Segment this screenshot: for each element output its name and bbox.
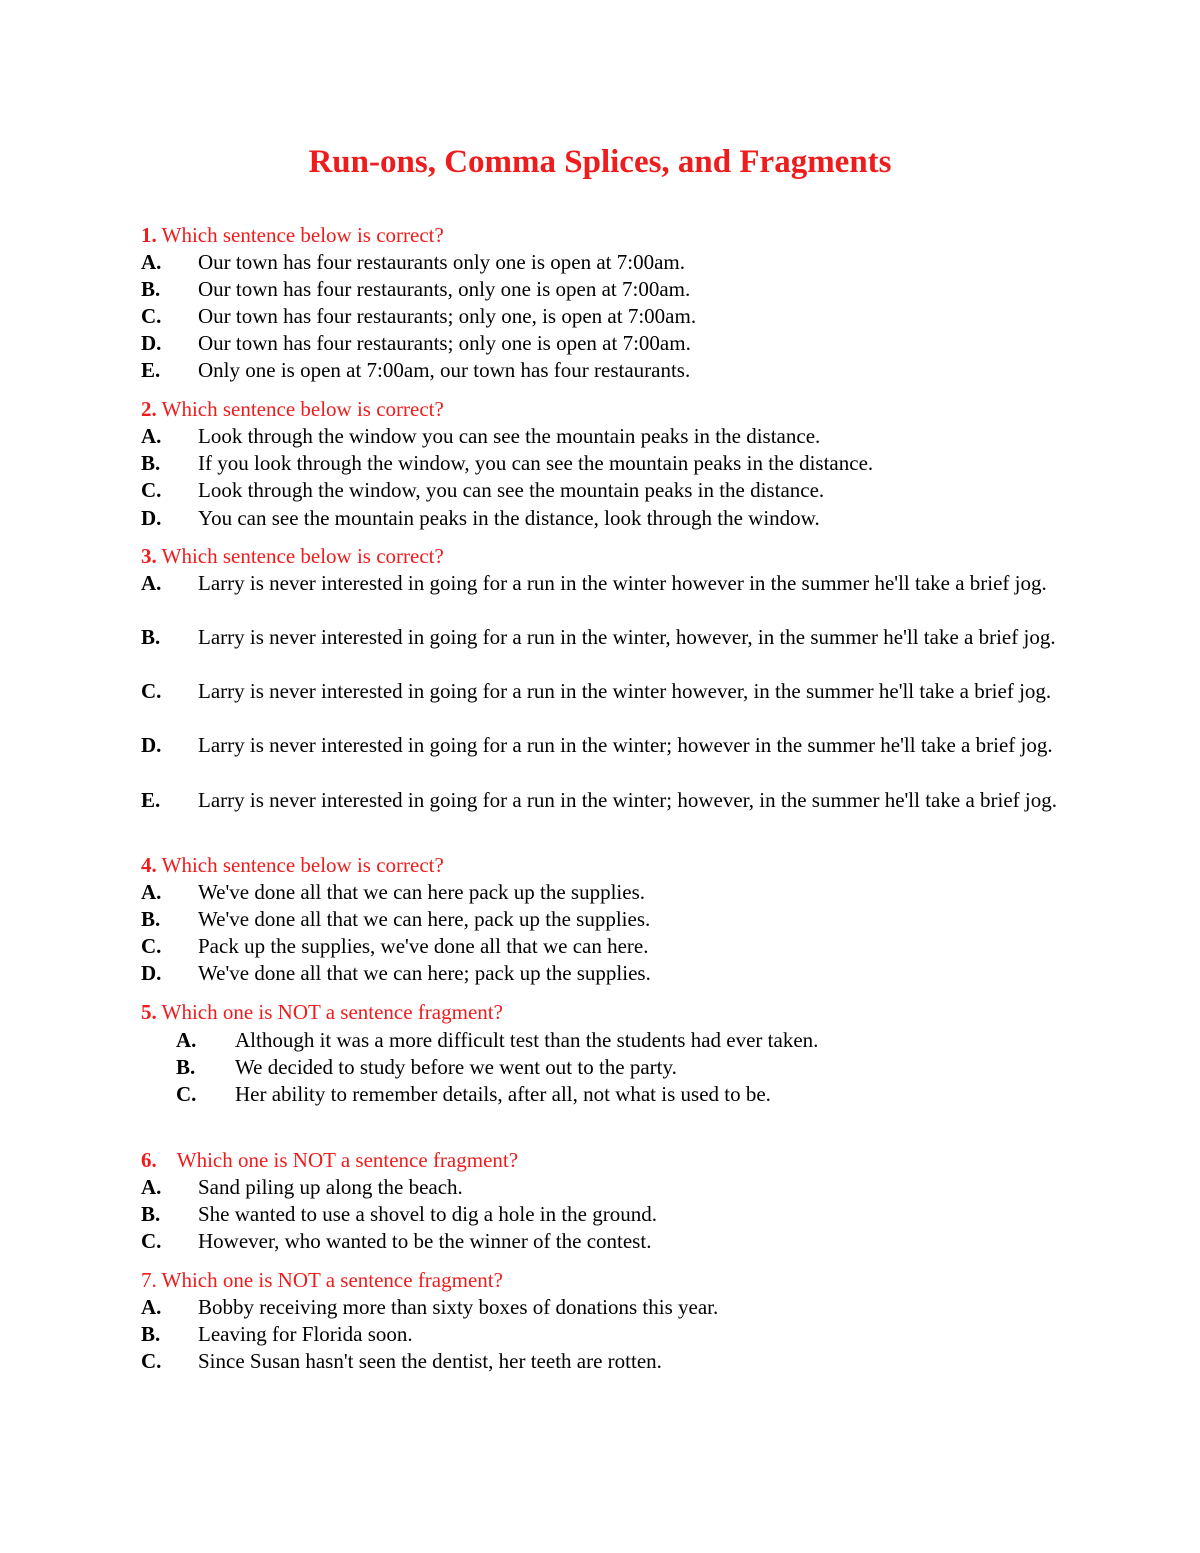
option-text: Since Susan hasn't seen the dentist, her teeth are rotten. [198,1349,662,1373]
option-letter: A. [141,571,162,595]
option-letter: A. [141,424,162,448]
option-2d [141,505,1081,532]
option-letter: B. [141,1202,161,1226]
option-text: She wanted to use a shovel to dig a hole in the ground. [198,1202,657,1226]
option-text: Larry is never interested in going for a run in the winter however, in the summer he'll take a brief jog. [198,679,1052,703]
question-5 [141,999,503,1026]
question-prompt: Which sentence below is correct? [161,853,444,877]
option-letter: C. [141,934,162,958]
option-letter: C. [141,1229,162,1253]
option-5b [176,1054,1116,1081]
option-text: You can see the mountain peaks in the distance, look through the window. [198,506,820,530]
option-1d [141,330,1081,357]
option-text: We've done all that we can here, pack up the supplies. [198,907,651,931]
option-3a [141,570,1081,597]
option-3d [141,732,1081,759]
question-prompt: Which one is NOT a sentence fragment? [161,1268,503,1292]
option-letter: A. [141,880,162,904]
question-prompt: Which sentence below is correct? [161,223,444,247]
option-text: Bobby receiving more than sixty boxes of donations this year. [198,1295,719,1319]
option-text: Larry is never interested in going for a run in the winter, however, in the summer he'll take a brief jog. [198,625,1056,649]
option-text: Although it was a more difficult test than the students had ever taken. [235,1028,819,1052]
option-letter: E. [141,788,161,812]
question-2 [141,396,444,423]
option-2c [141,477,1081,504]
option-text: Our town has four restaurants only one is open at 7:00am. [198,250,685,274]
option-5c [176,1081,1116,1108]
option-text: If you look through the window, you can see the mountain peaks in the distance. [198,451,874,475]
option-4d [141,960,1081,987]
option-7b [141,1321,1081,1348]
option-3e [141,787,1081,814]
option-letter: C. [141,478,162,502]
option-text: Pack up the supplies, we've done all that we can here. [198,934,649,958]
option-2a [141,423,1081,450]
option-6b [141,1201,1081,1228]
option-5a [176,1027,1116,1054]
option-letter: B. [141,907,161,931]
option-letter: C. [141,304,162,328]
option-1a [141,249,1081,276]
question-3 [141,543,444,570]
question-number: 3. [141,544,157,568]
option-3c [141,678,1081,705]
question-number: 5. [141,1000,157,1024]
option-text: Our town has four restaurants; only one is open at 7:00am. [198,331,691,355]
option-letter: B. [141,1322,161,1346]
question-prompt: Which sentence below is correct? [161,544,444,568]
option-3b [141,624,1081,651]
option-text: Our town has four restaurants; only one, is open at 7:00am. [198,304,697,328]
option-text: We've done all that we can here; pack up the supplies. [198,961,651,985]
option-text: Larry is never interested in going for a run in the winter however in the summer he'll take a brief jog. [198,571,1047,595]
option-letter: B. [141,451,161,475]
option-letter: B. [176,1055,196,1079]
question-1 [141,222,444,249]
option-text: Look through the window you can see the mountain peaks in the distance. [198,424,821,448]
option-letter: D. [141,961,162,985]
question-number: 7. [141,1268,157,1292]
question-number: 6. [141,1148,157,1172]
option-letter: C. [176,1082,197,1106]
option-letter: A. [141,250,162,274]
option-text: Leaving for Florida soon. [198,1322,413,1346]
option-text: Our town has four restaurants, only one is open at 7:00am. [198,277,691,301]
option-letter: B. [141,277,161,301]
option-1c [141,303,1081,330]
option-2b [141,450,1081,477]
question-number: 4. [141,853,157,877]
option-6a [141,1174,1081,1201]
option-7a [141,1294,1081,1321]
option-letter: E. [141,358,161,382]
option-4a [141,879,1081,906]
option-text: Larry is never interested in going for a run in the winter; however, in the summer he'll take a brief jog. [198,788,1058,812]
question-prompt: Which one is NOT a sentence fragment? [176,1148,519,1172]
option-letter: A. [141,1295,162,1319]
option-letter: C. [141,679,162,703]
option-text: Only one is open at 7:00am, our town has four restaurants. [198,358,691,382]
option-text: We've done all that we can here pack up the supplies. [198,880,646,904]
question-4 [141,852,444,879]
option-4b [141,906,1081,933]
option-letter: C. [141,1349,162,1373]
option-4c [141,933,1081,960]
question-7 [141,1267,503,1294]
option-letter: A. [141,1175,162,1199]
option-text: Sand piling up along the beach. [198,1175,463,1199]
option-letter: D. [141,733,162,757]
option-letter: D. [141,331,162,355]
option-text: Larry is never interested in going for a run in the winter; however in the summer he'll take a brief jog. [198,733,1053,757]
question-number: 2. [141,397,157,421]
option-letter: D. [141,506,162,530]
option-letter: B. [141,625,161,649]
option-1b [141,276,1081,303]
question-prompt: Which one is NOT a sentence fragment? [161,1000,503,1024]
question-number: 1. [141,223,157,247]
option-text: However, who wanted to be the winner of the contest. [198,1229,652,1253]
option-text: Look through the window, you can see the mountain peaks in the distance. [198,478,825,502]
question-prompt: Which sentence below is correct? [161,397,444,421]
option-7c [141,1348,1081,1375]
page-title: Run-ons, Comma Splices, and Fragments [308,144,892,180]
question-6 [141,1147,518,1174]
option-text: We decided to study before we went out to the party. [235,1055,677,1079]
option-1e [141,357,1081,384]
option-6c [141,1228,1081,1255]
option-text: Her ability to remember details, after all, not what is used to be. [235,1082,771,1106]
option-letter: A. [176,1028,197,1052]
